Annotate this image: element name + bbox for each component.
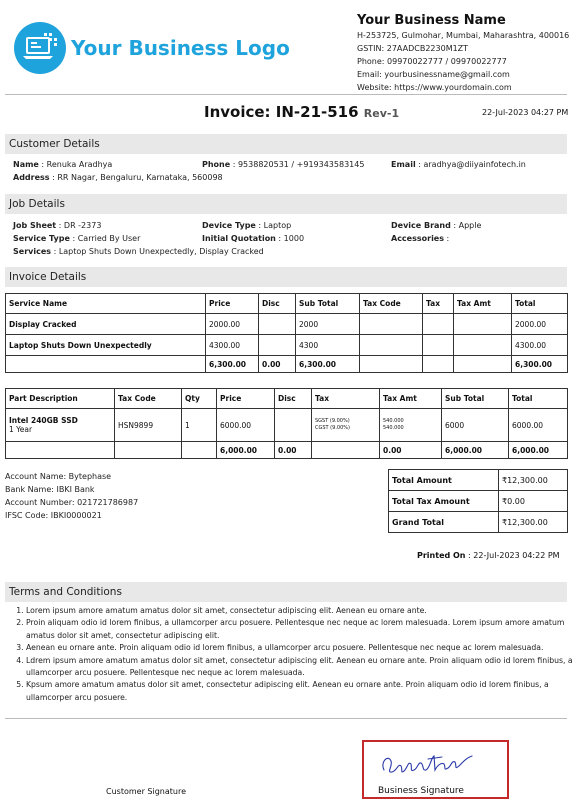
invoice-section-header: Invoice Details bbox=[5, 267, 567, 287]
tax-cell bbox=[312, 409, 380, 442]
cell bbox=[454, 314, 512, 335]
list-item: 2. Proin aliquam odio id lorem finibus, a ullamcorper arcu posuere. Pellentesque nec neque ac lorem malesuada. Lorem ipsum amore amatum amatus dolor sit amet, consectetur adipiscing elit. bbox=[26, 617, 574, 642]
printed-on: Printed On : 22-Jul-2023 04:22 PM bbox=[417, 551, 560, 560]
invoice-title bbox=[204, 103, 399, 121]
col-header: Sub Total bbox=[442, 389, 509, 409]
cell: 6,300.00 bbox=[206, 356, 259, 373]
cell: 4300 bbox=[296, 335, 360, 356]
cell bbox=[259, 335, 296, 356]
cell bbox=[454, 356, 512, 373]
cell: 4300.00 bbox=[206, 335, 259, 356]
cell: 1 bbox=[182, 409, 217, 442]
job-sheet: Job Sheet : DR -2373 bbox=[13, 221, 102, 230]
parts-header-row bbox=[6, 389, 568, 409]
summary-label: Grand Total bbox=[389, 512, 499, 533]
cell: 6,300.00 bbox=[296, 356, 360, 373]
cgst-amount: 540.000 bbox=[383, 425, 404, 431]
cell: 2000.00 bbox=[206, 314, 259, 335]
cell bbox=[360, 314, 423, 335]
col-header: Tax Code bbox=[360, 294, 423, 314]
customer-phone: Phone : 9538820531 / +919343583145 bbox=[202, 160, 365, 169]
cell: 2000 bbox=[296, 314, 360, 335]
tax-amt-cell bbox=[380, 409, 442, 442]
business-phone: Phone: 09970022777 / 09970022777 bbox=[357, 57, 507, 66]
cell bbox=[360, 335, 423, 356]
col-header: Tax Code bbox=[115, 389, 182, 409]
col-header: Total bbox=[509, 389, 568, 409]
services-table bbox=[5, 293, 568, 373]
cell: 4300.00 bbox=[512, 335, 568, 356]
customer-section-header: Customer Details bbox=[5, 134, 567, 154]
col-header: Price bbox=[217, 389, 275, 409]
logo-icon bbox=[14, 22, 66, 74]
sgst-amount: 540.000 bbox=[383, 418, 404, 424]
cell: 0.00 bbox=[259, 356, 296, 373]
summary-row bbox=[389, 470, 568, 491]
summary-row bbox=[389, 512, 568, 533]
cell: 6000 bbox=[442, 409, 509, 442]
service-type: Service Type : Carried By User bbox=[13, 234, 141, 243]
device-type: Device Type : Laptop bbox=[202, 221, 292, 230]
col-header: Tax bbox=[312, 389, 380, 409]
list-item: 3. Aenean eu ornare ante. Proin aliquam odio id lorem finibus, a ullamcorper arcu posuere. Pellentesque nec neque ac lorem malesuada. bbox=[26, 642, 574, 654]
cell: 0.00 bbox=[380, 442, 442, 459]
business-name: Your Business Name bbox=[357, 13, 506, 28]
business-gstin: GSTIN: 27AADCB2230M1ZT bbox=[357, 44, 469, 53]
bank-name: Bank Name: IBKI Bank bbox=[5, 485, 95, 494]
bank-account-number: Account Number: 021721786987 bbox=[5, 498, 139, 507]
services-header-row bbox=[6, 294, 568, 314]
terms-list bbox=[14, 605, 574, 704]
terms-section-header: Terms and Conditions bbox=[5, 582, 567, 602]
cell: 6000.00 bbox=[509, 409, 568, 442]
business-address: H-253725, Gulmohar, Mumbai, Maharashtra, 400016 bbox=[357, 31, 570, 40]
bank-account-name: Account Name: Bytephase bbox=[5, 472, 112, 481]
list-item: 4. Ldrem ipsum amore amatum amatus dolor sit amet, consectetur adipiscing elit. Aenean eu ornare ante. Proin aliquam odio id lorem finibus, a ullamcorper arcu posuere. Pellentesque nec neque ac lorem malesuada. bbox=[26, 655, 574, 680]
list-item: 5. Kpsum amore amatum amatus dolor sit amet, consectetur adipiscing elit. Aenean eu ornare ante. Proin aliquam odio id lorem finibus, a ullamcorper arcu posuere. bbox=[26, 679, 574, 704]
col-header: Sub Total bbox=[296, 294, 360, 314]
cell: 6000.00 bbox=[217, 409, 275, 442]
table-row bbox=[6, 335, 568, 356]
cell: 6,000.00 bbox=[509, 442, 568, 459]
parts-totals-row bbox=[6, 442, 568, 459]
table-row bbox=[6, 409, 568, 442]
part-note: 1 Year bbox=[9, 425, 33, 434]
invoice-date: 22-Jul-2023 04:27 PM bbox=[482, 108, 569, 117]
parts-table bbox=[5, 388, 568, 459]
services-totals-row bbox=[6, 356, 568, 373]
list-item: 1. Lorem ipsum amore amatum amatus dolor sit amet, consectetur adipiscing elit. Aenean eu ornare ante. bbox=[26, 605, 574, 617]
accessories: Accessories : bbox=[391, 234, 450, 243]
service-name: Display Cracked bbox=[6, 314, 206, 335]
cell bbox=[423, 356, 454, 373]
cell bbox=[454, 335, 512, 356]
cell bbox=[423, 314, 454, 335]
header-divider bbox=[5, 94, 567, 95]
cell bbox=[115, 442, 182, 459]
part-name: Intel 240GB SSD bbox=[9, 416, 78, 425]
summary-label: Total Tax Amount bbox=[389, 491, 499, 512]
invoice-revision: Rev-1 bbox=[363, 107, 400, 120]
customer-signature-label: Customer Signature bbox=[106, 787, 186, 796]
initial-quotation: Initial Quotation : 1000 bbox=[202, 234, 305, 243]
col-header: Qty bbox=[182, 389, 217, 409]
logo-text: Your Business Logo bbox=[71, 36, 290, 60]
col-header: Tax bbox=[423, 294, 454, 314]
business-email: Email: yourbusinessname@gmail.com bbox=[357, 70, 510, 79]
cell: 2000.00 bbox=[512, 314, 568, 335]
sgst-label: SGST (9.00%) bbox=[315, 418, 350, 424]
customer-email: Email : aradhya@diiyainfotech.in bbox=[391, 160, 526, 169]
device-brand: Device Brand : Apple bbox=[391, 221, 482, 230]
summary-value: ₹12,300.00 bbox=[499, 470, 568, 491]
business-signature-label: Business Signature bbox=[378, 786, 464, 796]
col-header: Disc bbox=[275, 389, 312, 409]
cell bbox=[312, 442, 380, 459]
col-header: Tax Amt bbox=[454, 294, 512, 314]
summary-value: ₹12,300.00 bbox=[499, 512, 568, 533]
signature-scribble bbox=[378, 744, 478, 780]
cell bbox=[259, 314, 296, 335]
col-header: Tax Amt bbox=[380, 389, 442, 409]
customer-name: Name : Renuka Aradhya bbox=[13, 160, 113, 169]
cell: HSN9899 bbox=[115, 409, 182, 442]
business-website: Website: https://www.yourdomain.com bbox=[357, 83, 512, 92]
col-header: Disc bbox=[259, 294, 296, 314]
cell: 6,300.00 bbox=[512, 356, 568, 373]
cell bbox=[182, 442, 217, 459]
cgst-label: CGST (9.00%) bbox=[315, 425, 350, 431]
summary-row bbox=[389, 491, 568, 512]
job-section-header: Job Details bbox=[5, 194, 567, 214]
cell: 0.00 bbox=[275, 442, 312, 459]
col-header: Total bbox=[512, 294, 568, 314]
cell bbox=[423, 335, 454, 356]
col-header: Part Description bbox=[6, 389, 115, 409]
services: Services : Laptop Shuts Down Unexpectedly, Display Cracked bbox=[13, 247, 264, 256]
customer-address: Address : RR Nagar, Bengaluru, Karnataka, 560098 bbox=[13, 173, 223, 182]
bank-ifsc: IFSC Code: IBKI0000021 bbox=[5, 511, 102, 520]
table-row bbox=[6, 314, 568, 335]
cell bbox=[360, 356, 423, 373]
service-name: Laptop Shuts Down Unexpectedly bbox=[6, 335, 206, 356]
terms-divider bbox=[5, 718, 567, 719]
col-header: Price bbox=[206, 294, 259, 314]
summary-label: Total Amount bbox=[389, 470, 499, 491]
cell bbox=[6, 356, 206, 373]
invoice-number: Invoice: IN-21-516 bbox=[204, 103, 359, 121]
summary-table bbox=[388, 469, 568, 533]
cell bbox=[275, 409, 312, 442]
handwritten-signature bbox=[378, 744, 478, 780]
cell: 6,000.00 bbox=[217, 442, 275, 459]
col-header: Service Name bbox=[6, 294, 206, 314]
cell bbox=[6, 442, 115, 459]
part-description bbox=[6, 409, 115, 442]
summary-value: ₹0.00 bbox=[499, 491, 568, 512]
cell: 6,000.00 bbox=[442, 442, 509, 459]
